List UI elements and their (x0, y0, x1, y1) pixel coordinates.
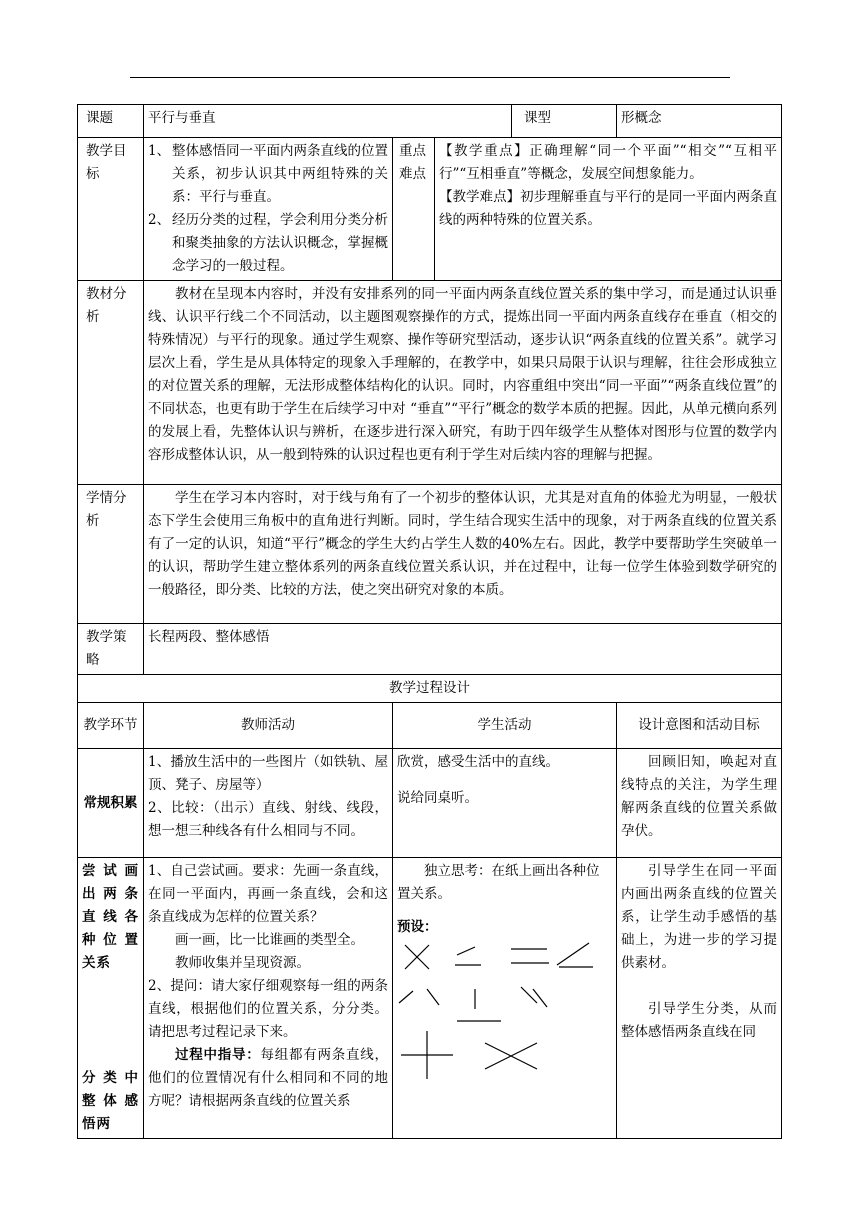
focus-difficulty (435, 138, 782, 281)
material-text: 教材在呈现本内容时，并没有安排系列的同一平面内两条直线位置关系的集中学习，而是通过认识垂线、认识平行线二个不同活动，以主题图观察操作的方式，提炼出同一平面内两条直线存在垂直（相交的特殊情况）与平行的现象。通过学生观察、操作等研究型活动，逐步认识“两条直线的位置关系”。就学习层次上看，学生是从具体特定的现象入手理解的，在教学中，如果只局限于认识与理解，往往会形成独立的对位置关系的理解，无法形成整体结构化的认识。同时，内容重组中突出“同一平面”“两条直线位置”的不同状态，也更有助于学生在后续学习中对 “垂直”“平行”概念的数学本质的把握。因此，从单元横向系列的发展上看，先整体认识与辨析，在逐步进行深入研究，有助于四年级学生从整体对图形与位置的数学内容形成整体认识，从一般到特殊的认识过程也更有利于学生对后续内容的理解与把握。 (144, 281, 782, 485)
stage-routine: 常规积累 (78, 749, 144, 858)
col-teacher: 教师活动 (144, 703, 393, 749)
type-value: 形概念 (617, 105, 782, 138)
sketch-crossing-lines (405, 945, 429, 969)
sketch-vertical-horizontal (457, 989, 501, 1021)
goal-item: 2、 经历分类的过程，学会利用分类分析和聚类抽象的方法认识概念，掌握概念学习的一般过程。 (148, 212, 388, 274)
focus-label: 重点难点 (393, 138, 435, 281)
student-activity-1: 欣赏，感受生活中的直线。 说给同桌听。 (393, 749, 617, 858)
goals-label: 教学目标 (78, 138, 144, 281)
students-text: 学生在学习本内容时，对于线与角有了一个初步的整体认识，尤其是对直角的体验尤为明显，一般状态下学生会使用三角板中的直角进行判断。同时，学生结合现实生活中的现象，对于两条直线的位置关系有了一定的认识，知道“平行”概念的学生大约占学生人数的40%左右。因此，教学中要帮助学生突破单一的认识，帮助学生建立整体系列的两条直线位置关系认识，并在过程中，让每一位学生体验到数学研究的一般路径，即分类、比较的方法，使之突出研究对象的本质。 (144, 485, 782, 624)
col-intent: 设计意图和活动目标 (617, 703, 782, 749)
sketch-diverging-lines (399, 989, 439, 1005)
sketch-perpendicular-cross (401, 1031, 453, 1079)
col-stage: 教学环节 (78, 703, 144, 749)
teacher-activity-1: 1、播放生活中的一些图片（如铁轨、屋顶、凳子、房屋等） 2、比较：（出示）直线、射线、线段，想一想三种线各有什么相同与不同。 (144, 749, 393, 858)
stage-draw: 尝试画出两条直线各种位置关系 分类中整体感悟两 (78, 858, 144, 1139)
subject-value: 平行与垂直 (144, 105, 512, 138)
strategy-label: 教学策略 (78, 624, 144, 675)
process-title: 教学过程设计 (78, 675, 782, 703)
teacher-activity-2: 1、自己尝试画。要求：先画一条直线，在同一平面内，再画一条直线，会和这条直线成为怎样的位置关系？ 画一画，比一比谁画的类型全。 教师收集并呈现资源。 2、提问：请大家仔细观察每一组的两条直线，根据他们的位置关系，分分类。请把思考过程记录下来。 过程中指导：每组都有两条直线，他们的位置情况有什么相同和不同的地方呢？请根据两条直线的位置关系 (144, 858, 393, 1139)
type-label: 课型 (512, 105, 617, 138)
sketch-slanted-pair (521, 987, 547, 1007)
sketch-slant-horizontal (455, 947, 481, 965)
students-label: 学情分析 (78, 485, 144, 624)
student-activity-2: 独立思考：在纸上画出各种位置关系。 预设： (393, 858, 617, 1139)
difficulty-text: 【教学难点】初步理解垂直与平行的是同一平面内两条直线的两种特殊的位置关系。 (439, 189, 777, 228)
lesson-plan-table (77, 104, 782, 1139)
material-label: 教材分析 (78, 281, 144, 485)
strategy-text: 长程两段、整体感悟 (144, 624, 782, 675)
sketch-wide-cross (485, 1043, 537, 1069)
header-rule (130, 77, 730, 78)
sketch-angle (557, 943, 593, 967)
col-student: 学生活动 (393, 703, 617, 749)
subject-label: 课题 (78, 105, 144, 138)
line-sketches (397, 939, 597, 1089)
focus-text: 【教学重点】正确理解“同一个平面”“相交”“互相平行”“互相垂直”等概念，发展空间想象能力。 (439, 143, 777, 182)
goal-item: 1、 整体感悟同一平面内两条直线的位置关系，初步认识其中两组特殊的关系：平行与垂直。 (148, 143, 388, 205)
intent-1: 回顾旧知，唤起对直线特点的关注，为学生理解两条直线的位置关系做孕伏。 (617, 749, 782, 858)
intent-2: 引导学生在同一平面内画出两条直线的位置关系，让学生动手感悟的基础上，为进一步的学习提供素材。 引导学生分类，从而整体感悟两条直线在同 (617, 858, 782, 1139)
goals-list (144, 138, 393, 281)
sketch-parallel-lines (511, 949, 549, 963)
